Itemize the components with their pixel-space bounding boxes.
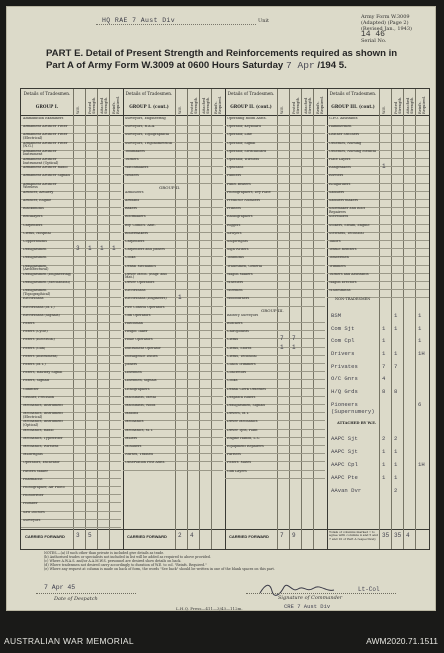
table-row: Butchers (227, 322, 243, 325)
table-row: Bakers (125, 207, 137, 211)
cf-total-attached: 4 (406, 532, 410, 539)
non-trade-reinf: 1H (418, 349, 425, 357)
table-row: Fitters (23, 322, 35, 325)
table-row: Surveyors, Engineering (125, 117, 166, 120)
table-row: Clerks, Technical (227, 354, 257, 358)
table-row: Leather Stitchers (329, 133, 360, 137)
page-title (46, 48, 426, 72)
table-row: Coach Trimmers (227, 363, 256, 366)
table-row: Carpenters and Joiners (125, 248, 165, 252)
table-row: Bty. Comd's. Asst. (125, 223, 156, 227)
carried-forward-label: CARRIED FORWARD (127, 534, 167, 539)
non-tradesmen-label: NON-TRADESMEN (335, 297, 371, 302)
table-row: Driver Mechanics (227, 420, 258, 424)
attached-posted: 2 (394, 434, 398, 442)
strength-table (20, 88, 430, 550)
table-row: Printers (227, 207, 241, 211)
table-row: Equipment Repairers (227, 445, 264, 448)
table-row: Photographer, Air Photo (23, 486, 65, 489)
table-row: Wheelers (227, 281, 244, 284)
table-row: Linesmen (125, 371, 142, 375)
table-row: Driver Tpts, Plant (227, 428, 258, 432)
cf-col3-posted: 9 (292, 532, 296, 539)
press-note: L.H.Q. Press—411—3/43—112m. (176, 606, 243, 611)
attached-posted: 2 (394, 487, 398, 495)
table-row: Coppersmiths (23, 240, 47, 243)
table-row: Masons (125, 412, 139, 416)
group-header: GROUP I. (cont.) (129, 104, 169, 109)
driver-ops-we: 1 (178, 294, 182, 302)
attached-we: 1 (382, 474, 386, 482)
non-trade-name: O/C Gnrs (331, 375, 358, 383)
table-row: Electricians (23, 297, 44, 301)
table-row: Woodturners (227, 297, 250, 301)
group-3-label: GROUP III. (261, 308, 284, 314)
table-row: Linesmen, Signals (125, 379, 157, 383)
table-row: Artificer, Artillery (23, 190, 54, 194)
table-row: Mechanics (125, 420, 144, 424)
title-line-1: PART E. Detail of Present Strength and Reinforcements required as shown in (46, 48, 398, 59)
table-row: Clerks (227, 338, 239, 342)
totals-note: Totals of columns marked • to agree with columns 4 and 5 and 7 and 10 of Part A respectively (329, 531, 378, 541)
table-row: Wagon Erectors (329, 281, 357, 284)
group-2-label: GROUP II. (159, 185, 181, 191)
group-header: GROUP I. (35, 104, 59, 109)
table-row: Electricians (M.T.) (23, 305, 55, 309)
table-row: Turners (125, 158, 139, 161)
non-trade-we: 8 (382, 388, 386, 396)
table-row: Radiographers (227, 215, 253, 219)
col-header-3: Attached Strength. (202, 96, 210, 114)
draughtsmen-attached: 1 (100, 245, 104, 253)
note-line: (e) Where any request at column is made on back of form, the words "See back" should be written in one of the blank spaces on this part. (44, 567, 275, 571)
table-row: Draughtsmen, Signals (227, 404, 266, 407)
col-header-2: Posted Strength. (292, 96, 300, 114)
note-line: (d) Where tradesmen not desired carry accordingly to duration of W.E. to col. "Reinfs. Required." (44, 563, 207, 567)
non-trade-name: Pioneers (Supernumery) (331, 400, 375, 415)
clerks-posted: 7 (292, 335, 296, 343)
table-row: Watchmakers (125, 166, 149, 170)
draughtsmen-posted: 1 (88, 245, 92, 253)
table-row: Dental Clerk Orderlies (227, 387, 267, 391)
table-row: Operating Room Assts. (227, 117, 267, 120)
table-row: Draughtsmen (Topographical) (23, 289, 51, 296)
table-row: Holle Operators (125, 338, 153, 342)
table-row: Lithographers (125, 387, 150, 391)
col-header-1: W.E. (76, 106, 80, 114)
col-header-1: W.E. (280, 106, 284, 114)
table-row: Despatch Riders (227, 395, 256, 399)
table-row: Hammermen (329, 125, 352, 129)
row-rule (21, 527, 121, 528)
table-row: Tinsmiths (227, 256, 244, 260)
table-row: Armourers (125, 190, 144, 194)
table-row: Roughriders (329, 182, 351, 186)
table-row: Height Taker (125, 330, 148, 334)
table-row: Armament Artificer Signals (23, 174, 71, 178)
despatch-date: 7 Apr 45 (44, 584, 76, 591)
table-row: Mechanics, Radio (23, 428, 54, 432)
col-header-4: Reinfs. Required. (316, 96, 324, 114)
table-row: Chiropodists (227, 330, 249, 334)
table-row: Tradesmen, General (227, 264, 263, 268)
non-trade-posted: 1 (394, 324, 398, 332)
table-row: Armament Artificer Instrument (Optical) (23, 158, 59, 165)
attached-reinf: 1H (418, 461, 425, 469)
clerks-stores-we: 1 (280, 343, 284, 351)
table-row: Concretors (227, 371, 247, 375)
table-row: Farriers (227, 453, 241, 457)
details-header: Details of Tradesmen. (227, 91, 275, 96)
table-row: Fitters (Instrument) (23, 354, 58, 358)
table-row: Fitters' Mates (227, 461, 252, 465)
table-row: Cooks (227, 379, 238, 383)
table-row: Hatchman (125, 322, 143, 325)
non-trade-name: H/Q Grds (331, 388, 358, 396)
non-trade-we: 1 (382, 324, 386, 332)
attached-posted: 1 (394, 447, 398, 455)
table-row: Operator, Keyboard (227, 125, 261, 129)
row-rule (123, 470, 223, 471)
form-notes (44, 551, 404, 571)
table-row: Fitters (M.T.) (23, 363, 46, 366)
note-line: NOTES.—(a) If such other than private is included give details as trade. (44, 551, 165, 555)
col-header-3: Attached Strength. (304, 96, 312, 114)
non-trade-reinf: 1 (418, 337, 422, 345)
attached-name: AAPC Sjt (331, 434, 358, 442)
table-row: Fitters, Railway Signal (23, 371, 63, 375)
table-row: Riggers (227, 223, 241, 227)
non-trade-reinf: 6 (418, 400, 422, 408)
attached-posted: 1 (394, 474, 398, 482)
non-trade-we: 1 (382, 337, 386, 345)
row-rule (225, 478, 325, 479)
non-trade-posted: 7 (394, 362, 398, 370)
table-row: Joiners (125, 363, 138, 366)
table-row: Painters (227, 174, 242, 178)
details-header: Details of Tradesmen. (125, 91, 173, 96)
table-row: Orderlies, Nursing (329, 141, 362, 145)
draughtsmen-we: 3 (76, 245, 80, 253)
table-row: Armament Artificer Wireless (23, 182, 57, 190)
col-header-4: Reinfs. Required. (418, 96, 426, 114)
unit-label: Unit (258, 18, 270, 24)
table-row: Machinists, Metal (125, 395, 156, 399)
table-row: Driver Mech. (Engr. and Mat.) (125, 272, 167, 280)
table-row: Electricians (125, 289, 146, 293)
cf-col2-posted: 4 (190, 532, 194, 539)
table-row: Fitters (Electrical) (23, 338, 55, 342)
table-row: Operator, Line (227, 133, 252, 137)
title-line-2: Part A of Army Form W.3009 at 0600 Hours Saturday (46, 60, 284, 71)
unit-value: HQ RAE 7 Aust Div (102, 17, 176, 24)
table-row: Artificer, Engine (23, 199, 52, 202)
col-header-1: W.E. (382, 106, 386, 114)
non-trade-name: Privates (331, 362, 358, 370)
table-row: Surveyors, Topographical (125, 133, 170, 137)
table-row: Surveyors (23, 518, 41, 522)
group-header: GROUP II. (cont.) (230, 104, 272, 109)
table-row: Electricians (Engineers) (125, 297, 167, 301)
table-row: Clerks, Stores (227, 346, 252, 350)
table-row: Saw Doctors (23, 510, 45, 514)
table-row: G.P.O. Assistants (329, 117, 358, 120)
table-row: Pharmacist (23, 477, 43, 481)
note-line: (b) Authorised trades or specialists not included in list will be added as required to above provided. (44, 555, 211, 559)
table-row: Photographers, Dry Plate (227, 190, 271, 194)
table-row: Fitters (Cycle) (23, 330, 48, 334)
attached-we: 2 (382, 434, 386, 442)
serial-label: Serial No. (360, 38, 387, 44)
archive-id: AWM2020.71.1511 (366, 636, 438, 646)
cf-col1-we: 3 (76, 532, 80, 539)
col-header-3: Attached Strength. (100, 96, 108, 114)
carried-forward-label: CARRIED FORWARD (25, 534, 65, 539)
table-row: Opticians (227, 166, 244, 170)
table-row: Surveyors, Trigonometrical (125, 141, 173, 145)
table-row: Armament Artificer Radio (23, 166, 68, 170)
group-header: GROUP III. (cont.) (331, 104, 375, 109)
cf-total-we: 35 (382, 532, 390, 539)
cf-col3-we: 7 (280, 532, 284, 539)
table-row: Drivers, M.T. (227, 412, 250, 416)
table-row: Armament Artificer Fitter (N.G.) (23, 141, 68, 149)
table-row: Saddlers-makers (329, 199, 358, 202)
table-row: Sawyers (227, 231, 242, 235)
table-row: Fitters (Gun) (23, 346, 46, 350)
attached-name: AAvan Dvr (331, 487, 362, 495)
col-header-2: Posted Strength. (394, 96, 402, 114)
table-row: Draughtsmen (Mechanical) (23, 281, 70, 284)
carried-forward-label: CARRIED FORWARD (229, 534, 269, 539)
form-number: Army Form W.3009 (360, 14, 410, 20)
clerks-stores-posted: 1 (292, 343, 296, 351)
rangetakers-we: 1 (382, 163, 386, 171)
table-row: Mechanics, Instrument (Optical) (23, 420, 63, 427)
table-row: Mechanics, Typewriter (23, 436, 63, 440)
attached-we: 1 (382, 447, 386, 455)
attached-name: AAPC Cpl (331, 461, 358, 469)
table-row: Surveyors, R.A.A. (125, 125, 156, 129)
unit-underline (96, 24, 256, 25)
cf-col2-we: 2 (178, 532, 182, 539)
table-row: Artisans (125, 199, 140, 202)
table-row: Draughtsmen (23, 256, 47, 260)
row-rule (123, 183, 223, 184)
table-row: Stevedores (329, 215, 349, 219)
non-trade-name: Com Sjt (331, 324, 355, 332)
table-row: Driver Operators (125, 281, 155, 284)
table-row: Ammunition Examiners (23, 117, 64, 120)
archive-caption: AUSTRALIAN WAR MEMORIAL (4, 636, 134, 646)
col-header-3: Attached Strength. (406, 96, 414, 114)
table-row: Dental Mechanics (125, 264, 156, 268)
title-year: /194 5. (317, 60, 347, 71)
table-row: Mechanics, Instrument (Electrical) (23, 412, 63, 419)
table-row: Sign-Writers (227, 248, 249, 252)
table-row: Boilermakers (125, 231, 148, 235)
draughtsmen-reinf: 1 (112, 245, 116, 253)
table-row: Grinder, Precision (23, 395, 55, 399)
table-row: Machinists, Wood (125, 404, 156, 407)
table-row: Mechanics, M.T. (125, 428, 154, 432)
form-adapted: (Adapted) (Page 2) (360, 20, 409, 26)
table-row: Armament Artificer Instrument (23, 149, 57, 157)
table-row: Timbermen (329, 256, 349, 260)
serial-value: 14 46 (360, 30, 385, 39)
row-rule (225, 306, 325, 307)
table-row: Carpenters (125, 240, 145, 243)
table-row: Shipwrights (227, 240, 248, 243)
table-row: Fitters, Signals (23, 379, 50, 383)
table-row: Riveters (329, 174, 344, 178)
table-row: Battery Surveyors (227, 313, 259, 317)
table-row: Toolmakers (125, 149, 145, 153)
table-row: Textile Refitters (329, 248, 357, 252)
table-row: Operator, Wireless (227, 158, 260, 161)
table-row: Orderlies, Nursing Medical (329, 149, 377, 153)
table-row: Predictor Numbers (227, 199, 261, 202)
table-row: Saddlers (329, 190, 345, 194)
table-row: Panel Beaters (227, 182, 251, 186)
non-trade-we: 4 (382, 375, 386, 383)
table-row: Stewards, Technical (329, 231, 364, 235)
table-row: Clerks, Hospital (23, 231, 51, 235)
non-trade-reinf: 1 (418, 324, 422, 332)
form-revised: (Revised Jan., 1943) (360, 26, 412, 32)
table-row: Photowriter (23, 494, 44, 498)
table-row: Draughtsmen (Architectural) (23, 264, 49, 272)
table-row: Shoemaker and Boot Repairers (329, 207, 365, 214)
cf-total-posted: 35 (394, 532, 402, 539)
table-row: Nurses, Trained (125, 453, 153, 457)
table-row: Trimmers (329, 264, 346, 268)
table-row: Bricklayers (23, 215, 43, 219)
table-row: Wiremen (227, 289, 243, 293)
attached-we-label: ATTACHED BY W.E. (337, 420, 377, 425)
table-row: Whitesmiths (329, 289, 351, 293)
attached-we: 1 (382, 461, 386, 469)
signature-line (246, 593, 396, 594)
table-row: Armament Artificer Fitter (23, 125, 68, 129)
col-header-1: W.E. (178, 106, 182, 114)
table-row: Engine Hands, L.C. (227, 436, 261, 440)
table-row: Turners and Assistants (329, 272, 369, 276)
non-trade-posted: 1 (394, 349, 398, 357)
table-row: Armament Artificer Fitter (Electrical) (23, 133, 68, 140)
signature-label: Signature of Commander (278, 595, 343, 601)
table-row: Gunfitter (23, 387, 39, 391)
table-row: Electricians (Signals) (23, 313, 60, 317)
table-row: Operator, Signal (227, 141, 256, 145)
table-row: Draughtsmen (Engineering) (23, 272, 72, 276)
table-row: Bootmakers (125, 215, 146, 219)
non-trade-posted: 8 (394, 388, 398, 396)
col-header-2: Posted Strength. (88, 96, 96, 114)
table-row: Pattern Maker (23, 469, 48, 473)
table-row: Wagon Makers (227, 272, 253, 276)
commander-unit: CRE 7 Aust Div (284, 603, 331, 610)
table-row: Mechanics, Instrument (23, 404, 63, 407)
non-trade-we: 7 (382, 362, 386, 370)
despatch-line (36, 593, 136, 594)
table-row: Millers (125, 436, 138, 440)
table-row: Gun Operators (125, 313, 151, 317)
despatch-label: Date of Despatch (54, 596, 98, 602)
table-row: Stokers, Steam, Engine (329, 223, 370, 227)
cf-col1-posted: 5 (88, 532, 92, 539)
attached-name: AAPC Sjt (331, 447, 358, 455)
table-row: Instrument Operator (125, 346, 161, 350)
table-row: Millwrights (23, 453, 43, 457)
non-trade-name: Com Cpl (331, 337, 355, 345)
table-row: Rangetakers (329, 166, 351, 170)
table-row: Moulders (125, 445, 142, 448)
table-row: Plumber (23, 502, 38, 506)
col-header-4: Reinfs. Required. (112, 96, 120, 114)
signature-rank: Lt-Col (358, 586, 380, 593)
col-header-2: Posted Strength. (190, 96, 198, 114)
table-row: Fire Control Operators (125, 305, 165, 309)
table-row: Intelligence Duties (125, 354, 158, 358)
table-row: Operators, Excavator (23, 461, 60, 465)
table-row: Carpenters (23, 223, 43, 227)
title-date: 7 Apr (285, 60, 315, 71)
table-row: Draughtsmen (23, 248, 47, 252)
non-trade-reinf: 1 (418, 311, 422, 319)
details-header: Details of Tradesmen. (23, 91, 71, 96)
clerks-we: 7 (280, 335, 284, 343)
attached-name: AAPC Pte (331, 474, 358, 482)
form-sheet (6, 6, 436, 611)
details-header: Details of Tradesmen. (329, 91, 377, 96)
form-number-block (361, 14, 412, 44)
attached-posted: 1 (394, 461, 398, 469)
table-row: Welders (125, 174, 139, 178)
table-row: Gun Layers (227, 469, 247, 473)
table-row: Operator, Switchboard (227, 149, 267, 153)
non-trade-name: BSM (331, 311, 342, 319)
non-trade-posted: 1 (394, 311, 398, 319)
table-row: Cooks (125, 256, 136, 260)
non-trade-name: Drivers (331, 349, 355, 357)
table-row: Blacksmiths (23, 207, 44, 211)
note-line: (c) Where A.W.A.S. and/or A.A.M.W.S. personnel are desired show details on back. (44, 559, 182, 563)
non-trade-we: 1 (382, 349, 386, 357)
table-row: Observation Post Assts. (125, 461, 166, 465)
table-row: Plate Layers (329, 158, 351, 161)
table-row: Tailors (329, 240, 341, 243)
table-row: Mechanics, Wireless (23, 445, 59, 448)
col-header-4: Reinfs. Required. (214, 96, 222, 114)
